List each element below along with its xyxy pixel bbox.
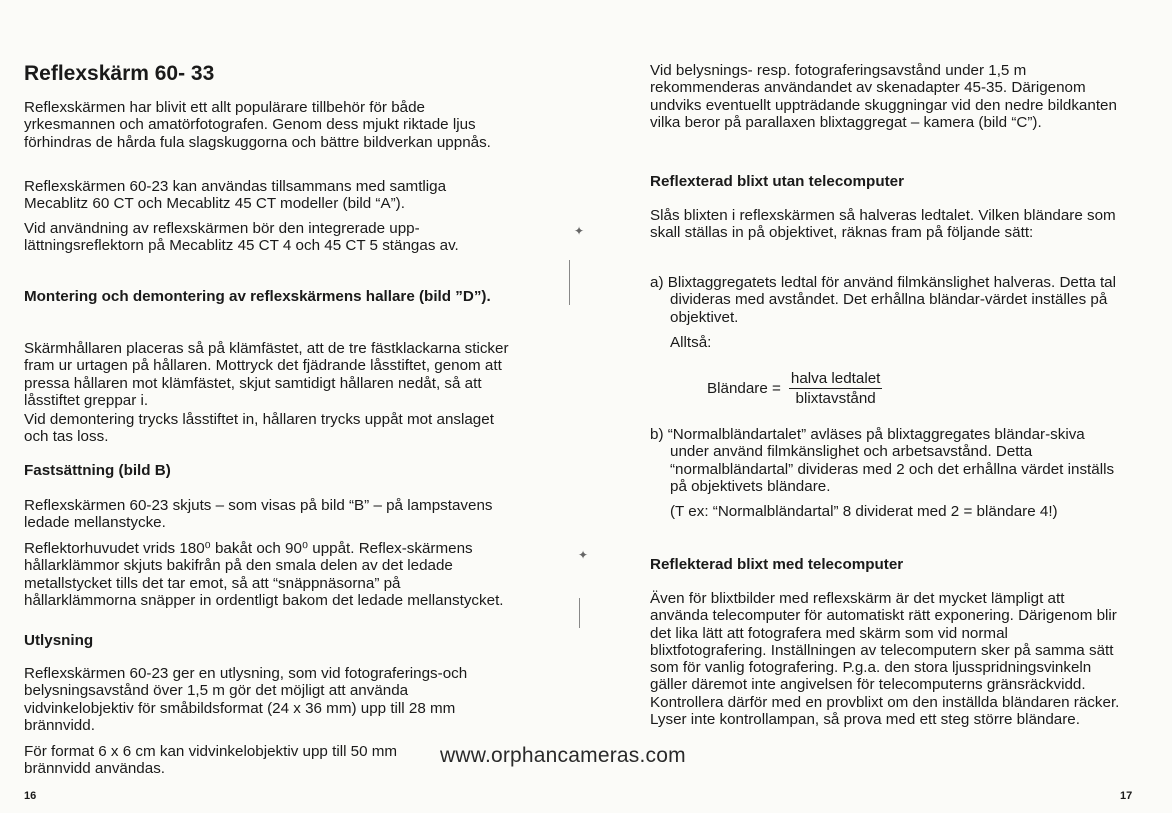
compatibility-paragraph: Reflexskärmen 60-23 kan användas tillsammans med samtliga Mecablitz 60 CT och Mecablitz 45 CT modeller (bild “A”).	[24, 178, 447, 213]
step-a: a) Blixtaggregatets ledtal för använd filmkänslighet halveras. Detta tal divideras med avståndet. Det erhållna bländar-värdet inställes på objektivet.	[650, 274, 1116, 326]
formula-fraction	[789, 370, 883, 407]
scan-line	[569, 260, 570, 305]
therefore-label: Alltså:	[670, 334, 712, 351]
formula-numerator: halva ledtalet	[790, 370, 881, 387]
mounting-paragraph: Skärmhållaren placeras så på klämfästet, att de tre fästklackarna sticker fram ur urtagen på hållaren. Mottryck det fjädrande låsstiftet, genom att pressa hållaren mot klämfästet, skjut samtidigt hållaren nedåt, så att låsstiftet greppar i.	[24, 340, 509, 409]
example-note: (T ex: “Normalbländartal” 8 dividerat med 2 = bländare 4!)	[670, 503, 1058, 520]
scan-line	[579, 598, 580, 628]
formula-lhs: Bländare =	[707, 380, 781, 397]
page-number-right: 17	[1120, 790, 1133, 802]
step-b: b) “Normalbländartalet” avläses på blixtaggregates bländar-skiva under använd filmkänslighet och arbetsavstånd. Detta “normalbländartal” divideras med 2 och det erhållna värdet inställs på objektivets bländare.	[650, 426, 1115, 495]
intro-paragraph: Reflexskärmen har blivit ett allt populärare tillbehör för både yrkesmannen och amatörfotografen. Genom dess mjukt riktade ljus förhindras de hårda fula slagskuggorna och bättre bildverkan uppnås.	[24, 99, 491, 151]
watermark: www.orphancameras.com	[440, 744, 686, 767]
no-computer-heading: Reflexterad blixt utan telecomputer	[650, 173, 905, 190]
coverage-paragraph: Reflexskärmen 60-23 ger en utlysning, som vid fotograferings-och belysningsavstånd över 1,5 m gör det möjligt att använda vidvinkelobjektiv för småbildsformat (24 x 36 mm) upp till 28 mm brännvidd.	[24, 665, 468, 734]
dismount-paragraph: Vid demontering trycks låsstiftet in, hållaren trycks uppåt mot anslaget och tas loss.	[24, 411, 494, 446]
medium-format-paragraph: För format 6 x 6 cm kan vidvinkelobjektiv upp till 50 mm brännvidd användas.	[24, 743, 398, 778]
guide-number-paragraph: Slås blixten i reflexskärmen så halveras ledtalet. Vilken bländare som skall ställas in på objektivet, räknas fram på följande sätt:	[650, 207, 1116, 242]
aperture-formula	[707, 370, 882, 407]
scan-mark: ✦	[574, 224, 585, 238]
attachment-heading: Fastsättning (bild B)	[24, 462, 171, 479]
right-page	[650, 0, 1133, 813]
formula-denominator: blixtavstånd	[795, 390, 876, 407]
page-title: Reflexskärm 60- 33	[24, 62, 215, 85]
reflector-paragraph: Vid användning av reflexskärmen bör den integrerade upp-lättningsreflektorn på Mecablitz 45 CT 4 och 45 CT 5 stängas av.	[24, 220, 459, 255]
attachment-paragraph-2: Reflektorhuvudet vrids 180⁰ bakåt och 90⁰ uppåt. Reflex-skärmens hållarklämmor skjuts bakifrån på den smala delen av det ledade metallstycket tills det tar emot, så att “snäppnäsorna” på hållarklämmorna snäpper in ordentligt bakom det ledade mellanstycket.	[24, 540, 504, 609]
page-number-left: 16	[24, 790, 37, 802]
left-page	[24, 0, 524, 813]
mounting-heading: Montering och demontering av reflexskärmens hallare (bild ”D”).	[24, 288, 491, 305]
telecomputer-paragraph: Även för blixtbilder med reflexskärm är det mycket lämpligt att använda telecomputer för automatiskt rätt exponering. Därigenom blir det lika lätt att fotografera med skärm som vid normal blixtfotografering. Inställningen av telecomputern sker på samma sätt som för vanlig fotografering. P.g.a. den stora ljusspridningsvinkeln gäller däremot inte angivelsen för telecomputerns gränsräckvidd. Kontrollera därför med en provblixt om den inställda bländaren räcker. Lyser inte kontrollampan, så prova med ett steg större bländare.	[650, 590, 1120, 729]
coverage-heading: Utlysning	[24, 632, 94, 649]
with-computer-heading: Reflekterad blixt med telecomputer	[650, 556, 904, 573]
attachment-paragraph-1: Reflexskärmen 60-23 skjuts – som visas på bild “B” – på lampstavens ledade mellanstycke.	[24, 497, 493, 532]
distance-paragraph: Vid belysnings- resp. fotograferingsavstånd under 1,5 m rekommenderas användandet av skenadapter 45-35. Därigenom undviks eventuellt uppträdande skuggningar vid den nedre bildkanten vilka beror på parallaxen blixtaggregat – kamera (bild “C”).	[650, 62, 1117, 131]
scan-mark: ✦	[578, 548, 589, 562]
